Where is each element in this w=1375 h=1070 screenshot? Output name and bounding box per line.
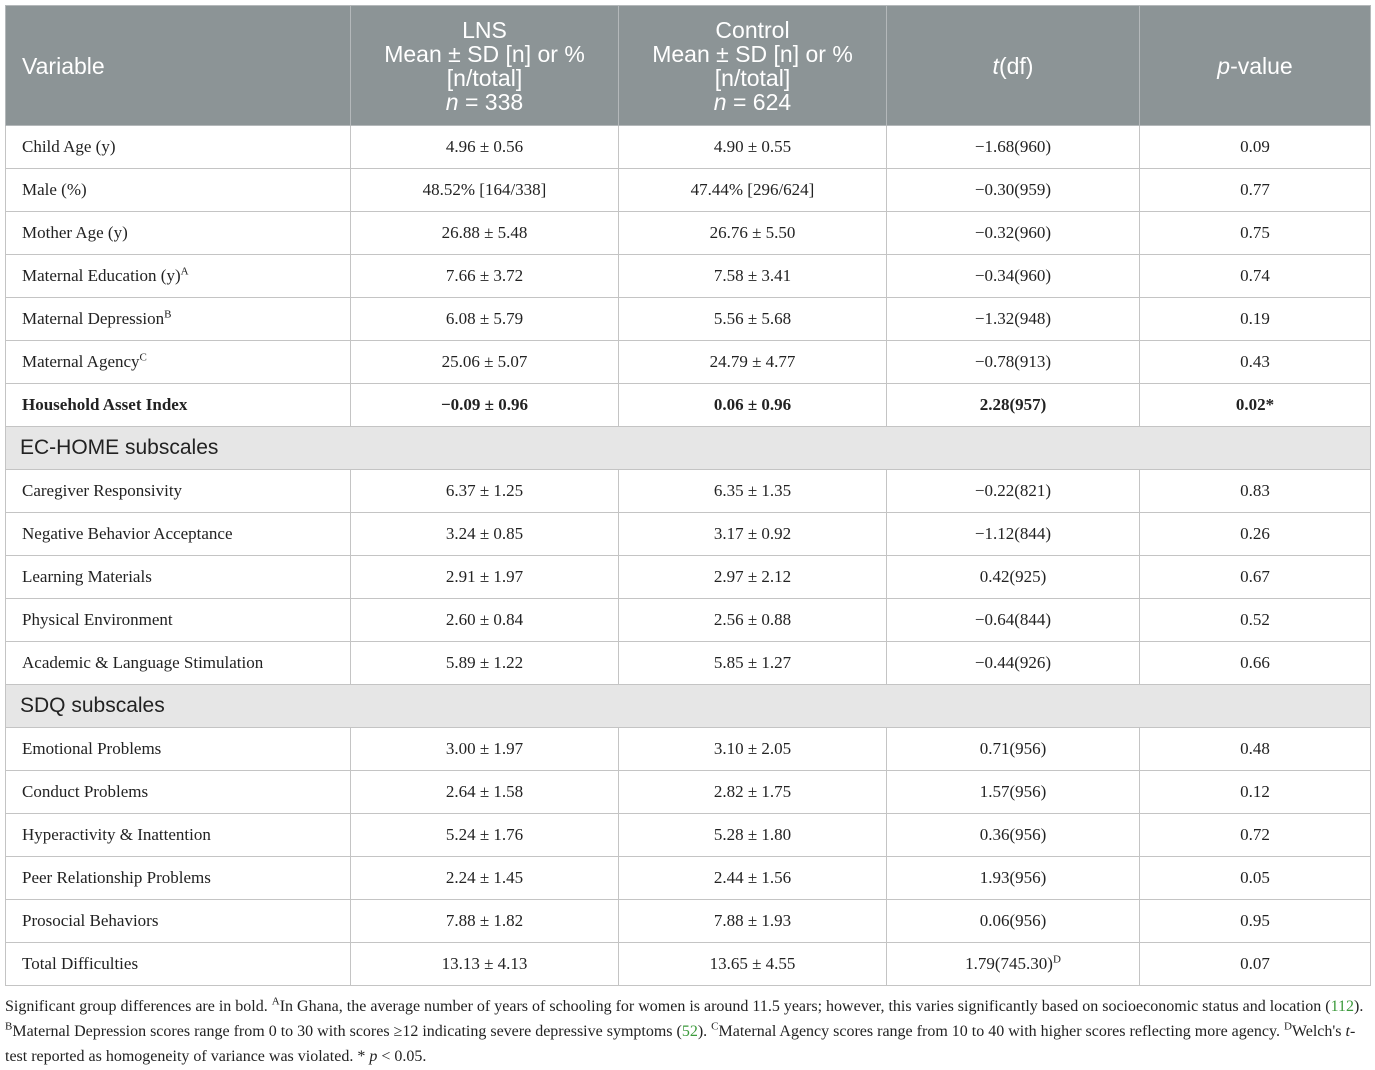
cell-lns-text: 3.00 ± 1.97 xyxy=(445,739,524,758)
cell-variable xyxy=(6,126,351,169)
header-lns-n-value: = 338 xyxy=(458,88,524,115)
cell-control xyxy=(619,212,887,255)
cell-control-text: 5.28 ± 1.80 xyxy=(713,825,792,844)
cell-variable-text: Physical Environment xyxy=(22,610,173,629)
cell-t-df-text: 2.28(957) xyxy=(979,395,1047,414)
cell-p-value xyxy=(1140,771,1371,814)
cell-variable-text: Emotional Problems xyxy=(22,739,162,758)
cell-lns-text: 5.89 ± 1.22 xyxy=(445,653,524,672)
cell-lns xyxy=(351,212,619,255)
footnote-b-text: Maternal Depression scores range from 0 to 30 with scores ≥12 indicating severe depressive symptoms ( xyxy=(12,1023,682,1040)
cell-lns xyxy=(351,943,619,986)
cell-variable xyxy=(6,900,351,943)
cell-variable-text: Mother Age (y) xyxy=(22,223,128,242)
header-p-symbol: p xyxy=(1217,52,1231,79)
cell-lns-text: 2.24 ± 1.45 xyxy=(445,868,524,887)
footnote-b-marker: B xyxy=(5,1020,13,1033)
cell-t-df-text: −1.12(844) xyxy=(974,524,1052,543)
cell-control xyxy=(619,298,887,341)
header-control-title: Control xyxy=(715,16,790,43)
cell-control xyxy=(619,771,887,814)
cell-variable-text: Academic & Language Stimulation xyxy=(22,653,264,672)
cell-variable-text: Maternal Education (y) xyxy=(22,266,181,285)
cell-p-value-text: 0.66 xyxy=(1240,653,1270,672)
cell-control xyxy=(619,642,887,685)
cell-p-value-text: 0.67 xyxy=(1240,567,1270,586)
table-row xyxy=(6,341,1371,384)
cell-p-value-text: 0.09 xyxy=(1240,137,1270,156)
cell-p-value xyxy=(1140,642,1371,685)
cell-control-text: 24.79 ± 4.77 xyxy=(709,352,796,371)
cell-lns-text: 13.13 ± 4.13 xyxy=(441,954,528,973)
cell-control-text: 7.88 ± 1.93 xyxy=(713,911,792,930)
table-row xyxy=(6,943,1371,986)
footnote-d-text1: Welch's xyxy=(1291,1023,1346,1040)
header-lns-title: LNS xyxy=(462,16,507,43)
cell-t-df-text: 1.57(956) xyxy=(979,782,1047,801)
cell-lns-text: −0.09 ± 0.96 xyxy=(440,395,529,414)
cell-variable-text: Prosocial Behaviors xyxy=(22,911,159,930)
cell-t-df-text: 0.06(956) xyxy=(979,911,1047,930)
cell-p-value xyxy=(1140,384,1371,427)
cell-variable-text: Learning Materials xyxy=(22,567,152,586)
cell-t-df-text: −0.44(926) xyxy=(974,653,1052,672)
cell-p-value-text: 0.48 xyxy=(1240,739,1270,758)
cell-p-value xyxy=(1140,298,1371,341)
cell-control-text: 5.85 ± 1.27 xyxy=(713,653,792,672)
cell-variable xyxy=(6,255,351,298)
cell-p-value-text: 0.02* xyxy=(1235,395,1275,414)
cell-t-df xyxy=(887,384,1140,427)
cell-t-df xyxy=(887,857,1140,900)
footnote-marker: A xyxy=(180,265,189,278)
cell-p-value xyxy=(1140,556,1371,599)
table-footnote xyxy=(5,994,1370,1069)
cell-control-text: 3.17 ± 0.92 xyxy=(713,524,792,543)
cell-t-df xyxy=(887,728,1140,771)
cell-p-value-text: 0.72 xyxy=(1240,825,1270,844)
results-table xyxy=(5,5,1371,986)
cell-t-df-text: 0.42(925) xyxy=(979,567,1047,586)
cell-lns-text: 6.37 ± 1.25 xyxy=(445,481,524,500)
table-row xyxy=(6,513,1371,556)
header-lns-stat: Mean ± SD [n] or % xyxy=(384,40,585,67)
header-lns-total: [n/total] xyxy=(446,64,523,91)
footnote-d-p: p xyxy=(369,1048,378,1065)
header-row xyxy=(6,6,1371,126)
cell-p-value xyxy=(1140,728,1371,771)
cell-t-df xyxy=(887,771,1140,814)
section-ec-home-title: EC-HOME subscales xyxy=(6,427,1371,470)
cell-lns xyxy=(351,255,619,298)
footnote-d-text3: < 0.05. xyxy=(377,1048,427,1065)
cell-t-df xyxy=(887,599,1140,642)
cell-control-text: 5.56 ± 5.68 xyxy=(713,309,792,328)
cell-lns-text: 26.88 ± 5.48 xyxy=(441,223,528,242)
cell-p-value xyxy=(1140,513,1371,556)
cell-control-text: 26.76 ± 5.50 xyxy=(709,223,796,242)
cell-control xyxy=(619,341,887,384)
cell-variable xyxy=(6,771,351,814)
cell-t-df-text: −0.34(960) xyxy=(974,266,1052,285)
footnote-a-marker: A xyxy=(271,995,280,1008)
cell-lns xyxy=(351,599,619,642)
cell-t-df xyxy=(887,900,1140,943)
cell-p-value-text: 0.74 xyxy=(1240,266,1270,285)
section-sdq-title: SDQ subscales xyxy=(6,685,1371,728)
cell-control-text: 47.44% [296/624] xyxy=(690,180,815,199)
cell-p-value-text: 0.12 xyxy=(1240,782,1270,801)
cell-control-text: 0.06 ± 0.96 xyxy=(713,395,792,414)
cell-t-df-text: 1.79(745.30) xyxy=(965,954,1053,973)
cell-t-df-text: 0.36(956) xyxy=(979,825,1047,844)
cell-p-value xyxy=(1140,943,1371,986)
cell-variable-text: Household Asset Index xyxy=(22,395,188,414)
cell-variable xyxy=(6,470,351,513)
footnote-a-end: ). xyxy=(1354,998,1364,1015)
cell-control-text: 3.10 ± 2.05 xyxy=(713,739,792,758)
cell-variable-text: Maternal Agency xyxy=(22,352,140,371)
cell-variable xyxy=(6,814,351,857)
cell-lns xyxy=(351,900,619,943)
table-row xyxy=(6,169,1371,212)
cell-lns-text: 7.88 ± 1.82 xyxy=(445,911,524,930)
cell-control xyxy=(619,556,887,599)
cell-variable xyxy=(6,728,351,771)
footnote-marker: D xyxy=(1052,953,1061,966)
cell-p-value xyxy=(1140,341,1371,384)
header-control-n-label: n xyxy=(713,88,727,115)
header-t-symbol: t xyxy=(992,52,999,79)
header-lns-n-label: n xyxy=(445,88,459,115)
footnote-ref-112[interactable]: 112 xyxy=(1330,998,1354,1015)
cell-p-value xyxy=(1140,599,1371,642)
cell-t-df xyxy=(887,814,1140,857)
cell-lns-text: 4.96 ± 0.56 xyxy=(445,137,524,156)
cell-lns xyxy=(351,298,619,341)
cell-control-text: 2.56 ± 0.88 xyxy=(713,610,792,629)
cell-variable-text: Male (%) xyxy=(22,180,87,199)
table-row xyxy=(6,255,1371,298)
header-t-df: (df) xyxy=(998,52,1034,79)
table-row xyxy=(6,126,1371,169)
cell-t-df xyxy=(887,341,1140,384)
cell-t-df xyxy=(887,169,1140,212)
cell-p-value-text: 0.77 xyxy=(1240,180,1270,199)
cell-variable xyxy=(6,943,351,986)
footnote-marker: B xyxy=(164,308,172,321)
table-row xyxy=(6,470,1371,513)
cell-lns-text: 2.60 ± 0.84 xyxy=(445,610,524,629)
cell-p-value xyxy=(1140,169,1371,212)
cell-control-text: 6.35 ± 1.35 xyxy=(713,481,792,500)
cell-lns xyxy=(351,857,619,900)
header-control-total: [n/total] xyxy=(714,64,791,91)
header-control-n-value: = 624 xyxy=(726,88,792,115)
cell-control xyxy=(619,900,887,943)
cell-p-value xyxy=(1140,126,1371,169)
footnote-c-text: Maternal Agency scores range from 10 to 40 with higher scores reflecting more agency. xyxy=(718,1023,1284,1040)
header-t xyxy=(887,6,1140,126)
footnote-d-t: t xyxy=(1345,1023,1350,1040)
footnote-marker: C xyxy=(139,351,147,364)
cell-control xyxy=(619,169,887,212)
cell-lns xyxy=(351,556,619,599)
cell-lns-text: 3.24 ± 0.85 xyxy=(445,524,524,543)
table-row xyxy=(6,857,1371,900)
cell-control-text: 2.44 ± 1.56 xyxy=(713,868,792,887)
cell-variable xyxy=(6,298,351,341)
footnote-c-marker: C xyxy=(711,1020,719,1033)
table-row xyxy=(6,900,1371,943)
cell-lns xyxy=(351,470,619,513)
cell-t-df xyxy=(887,212,1140,255)
table-row xyxy=(6,212,1371,255)
table-figure xyxy=(5,5,1370,1069)
cell-control-text: 2.82 ± 1.75 xyxy=(713,782,792,801)
cell-lns-text: 48.52% [164/338] xyxy=(422,180,547,199)
cell-variable xyxy=(6,642,351,685)
table-row xyxy=(6,814,1371,857)
table-row xyxy=(6,642,1371,685)
cell-control xyxy=(619,728,887,771)
cell-lns-text: 7.66 ± 3.72 xyxy=(445,266,524,285)
cell-t-df-text: 0.71(956) xyxy=(979,739,1047,758)
cell-control xyxy=(619,126,887,169)
cell-variable xyxy=(6,599,351,642)
footnote-b-end: ). xyxy=(697,1023,712,1040)
cell-variable xyxy=(6,341,351,384)
section-sdq xyxy=(6,685,1371,728)
table-row xyxy=(6,298,1371,341)
header-control-stat: Mean ± SD [n] or % xyxy=(652,40,853,67)
cell-lns xyxy=(351,642,619,685)
header-control-n xyxy=(619,90,886,114)
cell-t-df xyxy=(887,255,1140,298)
cell-t-df-text: −0.32(960) xyxy=(974,223,1052,242)
footnote-ref-52[interactable]: 52 xyxy=(681,1023,698,1040)
cell-control xyxy=(619,513,887,556)
cell-lns xyxy=(351,513,619,556)
cell-p-value xyxy=(1140,212,1371,255)
cell-control-text: 7.58 ± 3.41 xyxy=(713,266,792,285)
cell-variable-text: Peer Relationship Problems xyxy=(22,868,211,887)
cell-p-value-text: 0.26 xyxy=(1240,524,1270,543)
cell-t-df-text: −0.78(913) xyxy=(974,352,1052,371)
cell-t-df-text: −0.30(959) xyxy=(974,180,1052,199)
table-row xyxy=(6,771,1371,814)
footnote-d-text2: -test reported as homogeneity of variance was violated. * xyxy=(5,1023,1356,1065)
table-body xyxy=(6,126,1371,986)
cell-p-value xyxy=(1140,255,1371,298)
cell-p-value-text: 0.05 xyxy=(1240,868,1270,887)
header-lns xyxy=(351,6,619,126)
footnote-a-text: In Ghana, the average number of years of schooling for women is around 11.5 years; however, this varies significantly based on socioeconomic status and location ( xyxy=(279,998,1331,1015)
cell-t-df xyxy=(887,943,1140,986)
cell-variable-text: Hyperactivity & Inattention xyxy=(22,825,211,844)
cell-p-value xyxy=(1140,900,1371,943)
cell-lns xyxy=(351,771,619,814)
table-row xyxy=(6,599,1371,642)
cell-variable xyxy=(6,384,351,427)
cell-variable-text: Total Difficulties xyxy=(22,954,139,973)
cell-control xyxy=(619,384,887,427)
cell-p-value-text: 0.19 xyxy=(1240,309,1270,328)
cell-variable xyxy=(6,556,351,599)
header-p-value: -value xyxy=(1230,52,1293,79)
cell-t-df xyxy=(887,642,1140,685)
cell-lns-text: 5.24 ± 1.76 xyxy=(445,825,524,844)
table-row xyxy=(6,728,1371,771)
cell-p-value xyxy=(1140,814,1371,857)
cell-t-df-text: −1.32(948) xyxy=(974,309,1052,328)
cell-p-value-text: 0.95 xyxy=(1240,911,1270,930)
cell-control xyxy=(619,857,887,900)
cell-t-df-text: −1.68(960) xyxy=(974,137,1052,156)
cell-t-df xyxy=(887,556,1140,599)
cell-t-df xyxy=(887,470,1140,513)
cell-lns-text: 2.91 ± 1.97 xyxy=(445,567,524,586)
header-lns-n xyxy=(351,90,618,114)
cell-control xyxy=(619,943,887,986)
cell-lns xyxy=(351,814,619,857)
cell-control-text: 4.90 ± 0.55 xyxy=(713,137,792,156)
header-control xyxy=(619,6,887,126)
cell-control-text: 2.97 ± 2.12 xyxy=(713,567,792,586)
section-ec-home xyxy=(6,427,1371,470)
cell-variable xyxy=(6,169,351,212)
cell-lns xyxy=(351,341,619,384)
cell-lns-text: 2.64 ± 1.58 xyxy=(445,782,524,801)
cell-variable-text: Maternal Depression xyxy=(22,309,165,328)
cell-control xyxy=(619,255,887,298)
cell-variable-text: Negative Behavior Acceptance xyxy=(22,524,233,543)
cell-t-df xyxy=(887,513,1140,556)
cell-lns-text: 25.06 ± 5.07 xyxy=(441,352,528,371)
cell-control xyxy=(619,599,887,642)
cell-variable xyxy=(6,212,351,255)
header-variable: Variable xyxy=(6,6,351,126)
cell-control xyxy=(619,814,887,857)
cell-variable xyxy=(6,513,351,556)
cell-lns-text: 6.08 ± 5.79 xyxy=(445,309,524,328)
header-p xyxy=(1140,6,1371,126)
cell-p-value-text: 0.07 xyxy=(1240,954,1270,973)
table-row xyxy=(6,384,1371,427)
cell-p-value xyxy=(1140,857,1371,900)
cell-p-value-text: 0.43 xyxy=(1240,352,1270,371)
cell-lns xyxy=(351,169,619,212)
cell-t-df xyxy=(887,298,1140,341)
cell-lns xyxy=(351,384,619,427)
cell-lns xyxy=(351,728,619,771)
cell-t-df xyxy=(887,126,1140,169)
cell-p-value-text: 0.83 xyxy=(1240,481,1270,500)
cell-t-df-text: 1.93(956) xyxy=(979,868,1047,887)
footnote-d-marker: D xyxy=(1283,1020,1292,1033)
cell-p-value-text: 0.52 xyxy=(1240,610,1270,629)
cell-variable-text: Child Age (y) xyxy=(22,137,116,156)
table-row xyxy=(6,556,1371,599)
cell-variable-text: Caregiver Responsivity xyxy=(22,481,183,500)
cell-control xyxy=(619,470,887,513)
cell-control-text: 13.65 ± 4.55 xyxy=(709,954,796,973)
cell-variable-text: Conduct Problems xyxy=(22,782,149,801)
footnote-intro: Significant group differences are in bold. xyxy=(5,998,272,1015)
cell-t-df-text: −0.64(844) xyxy=(974,610,1052,629)
cell-variable xyxy=(6,857,351,900)
cell-lns xyxy=(351,126,619,169)
cell-p-value xyxy=(1140,470,1371,513)
cell-p-value-text: 0.75 xyxy=(1240,223,1270,242)
cell-t-df-text: −0.22(821) xyxy=(974,481,1052,500)
